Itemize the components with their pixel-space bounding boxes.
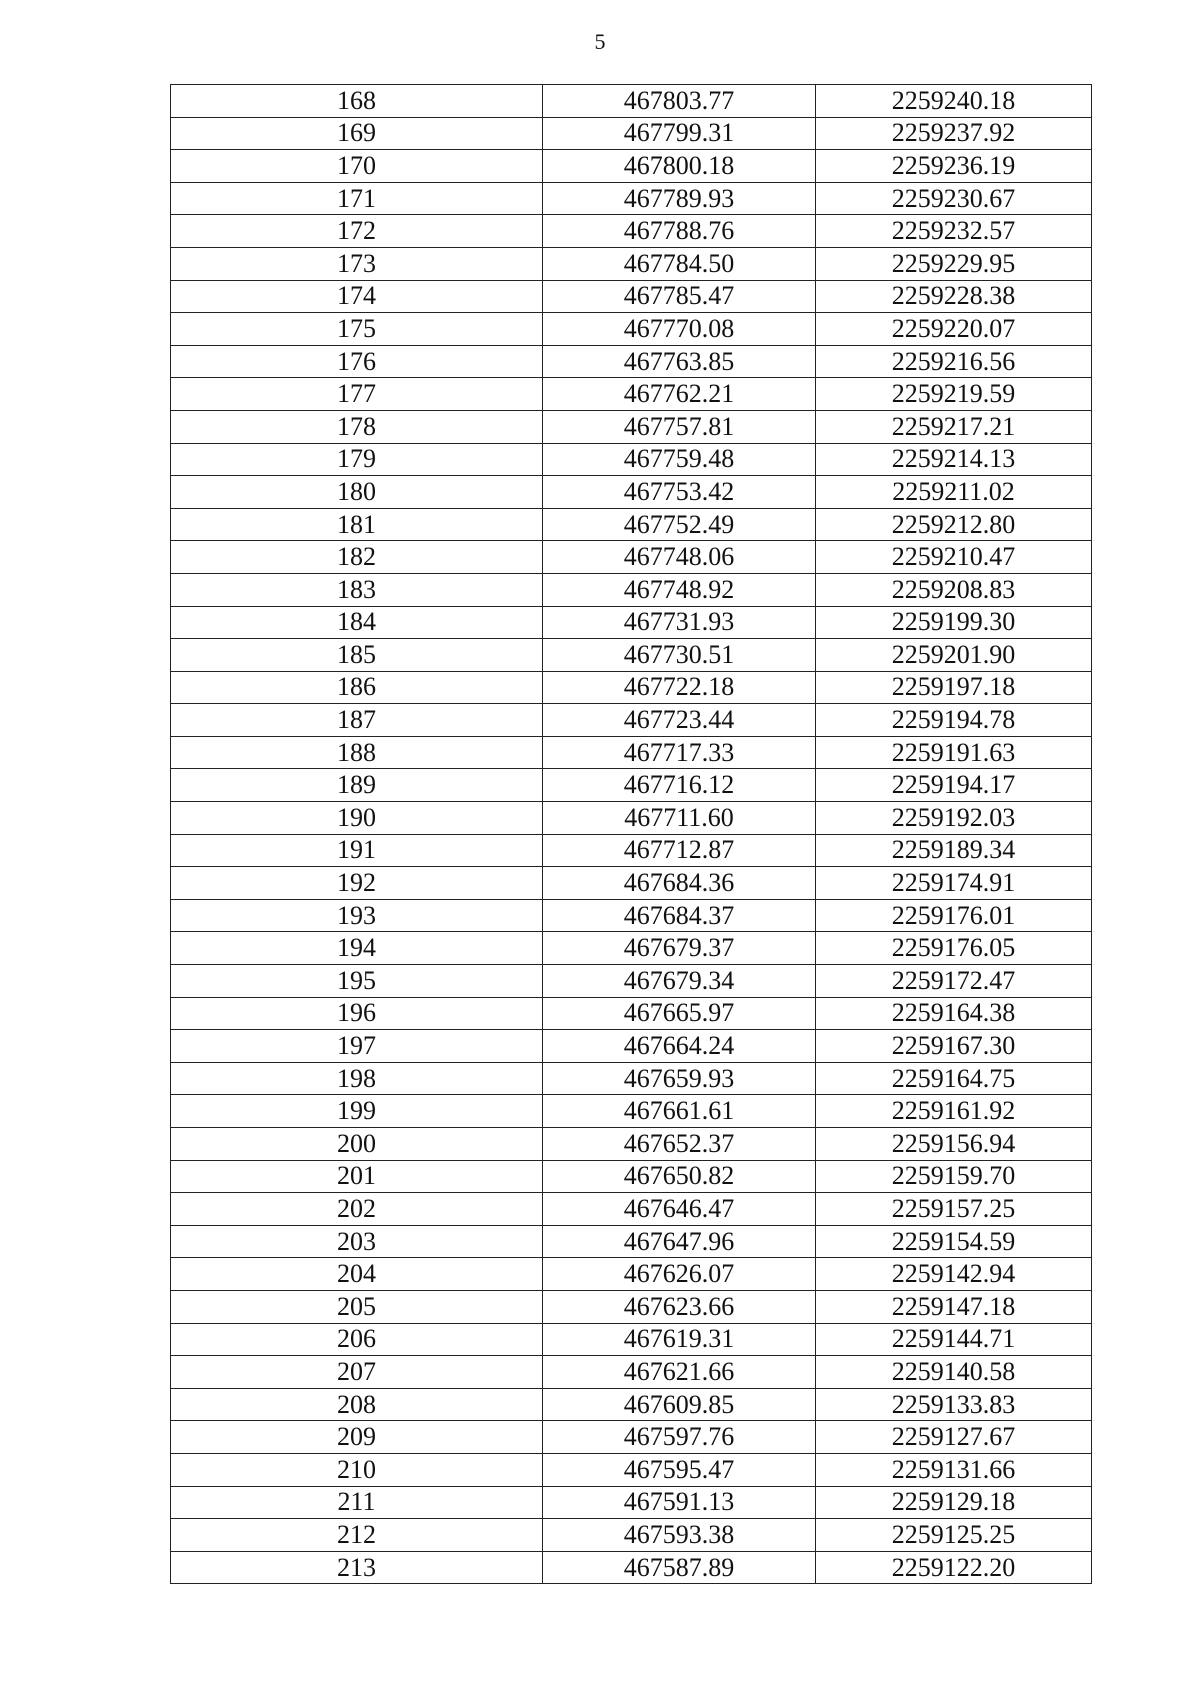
table-row — [171, 117, 1092, 150]
table-row — [171, 1290, 1092, 1323]
point-number-cell: 186 — [171, 671, 543, 704]
y-coordinate-cell: 2259142.94 — [816, 1258, 1092, 1291]
table-row — [171, 1030, 1092, 1063]
x-coordinate-cell: 467762.21 — [543, 378, 816, 411]
table-row — [171, 1356, 1092, 1389]
table-row — [171, 1421, 1092, 1454]
point-number-cell: 187 — [171, 704, 543, 737]
point-number-cell: 193 — [171, 899, 543, 932]
table-row — [171, 85, 1092, 118]
point-number-cell: 177 — [171, 378, 543, 411]
y-coordinate-cell: 2259125.25 — [816, 1519, 1092, 1552]
point-number-cell: 199 — [171, 1095, 543, 1128]
point-number-cell: 173 — [171, 247, 543, 280]
y-coordinate-cell: 2259144.71 — [816, 1323, 1092, 1356]
page-number: 5 — [594, 29, 606, 54]
table-row — [171, 508, 1092, 541]
x-coordinate-cell: 467763.85 — [543, 345, 816, 378]
x-coordinate-cell: 467784.50 — [543, 247, 816, 280]
point-number-cell: 192 — [171, 867, 543, 900]
table-row — [171, 345, 1092, 378]
x-coordinate-cell: 467679.34 — [543, 965, 816, 998]
table-row — [171, 932, 1092, 965]
point-number-cell: 208 — [171, 1388, 543, 1421]
x-coordinate-cell: 467664.24 — [543, 1030, 816, 1063]
point-number-cell: 171 — [171, 182, 543, 215]
table-row — [171, 1128, 1092, 1161]
y-coordinate-cell: 2259192.03 — [816, 802, 1092, 835]
x-coordinate-cell: 467789.93 — [543, 182, 816, 215]
x-coordinate-cell: 467753.42 — [543, 476, 816, 509]
y-coordinate-cell: 2259161.92 — [816, 1095, 1092, 1128]
y-coordinate-cell: 2259156.94 — [816, 1128, 1092, 1161]
x-coordinate-cell: 467621.66 — [543, 1356, 816, 1389]
x-coordinate-cell: 467623.66 — [543, 1290, 816, 1323]
table-row — [171, 834, 1092, 867]
table-row — [171, 150, 1092, 183]
table-row — [171, 1225, 1092, 1258]
x-coordinate-cell: 467684.36 — [543, 867, 816, 900]
y-coordinate-cell: 2259217.21 — [816, 410, 1092, 443]
point-number-cell: 180 — [171, 476, 543, 509]
table-row — [171, 606, 1092, 639]
table-row — [171, 1486, 1092, 1519]
coordinates-table — [170, 84, 1092, 1584]
y-coordinate-cell: 2259220.07 — [816, 313, 1092, 346]
x-coordinate-cell: 467770.08 — [543, 313, 816, 346]
x-coordinate-cell: 467799.31 — [543, 117, 816, 150]
x-coordinate-cell: 467661.61 — [543, 1095, 816, 1128]
x-coordinate-cell: 467730.51 — [543, 639, 816, 672]
point-number-cell: 185 — [171, 639, 543, 672]
table-row — [171, 313, 1092, 346]
x-coordinate-cell: 467587.89 — [543, 1551, 816, 1584]
x-coordinate-cell: 467679.37 — [543, 932, 816, 965]
table-row — [171, 1453, 1092, 1486]
y-coordinate-cell: 2259228.38 — [816, 280, 1092, 313]
point-number-cell: 190 — [171, 802, 543, 835]
x-coordinate-cell: 467619.31 — [543, 1323, 816, 1356]
x-coordinate-cell: 467716.12 — [543, 769, 816, 802]
y-coordinate-cell: 2259199.30 — [816, 606, 1092, 639]
y-coordinate-cell: 2259127.67 — [816, 1421, 1092, 1454]
table-row — [171, 410, 1092, 443]
x-coordinate-cell: 467757.81 — [543, 410, 816, 443]
y-coordinate-cell: 2259214.13 — [816, 443, 1092, 476]
y-coordinate-cell: 2259194.78 — [816, 704, 1092, 737]
point-number-cell: 212 — [171, 1519, 543, 1552]
table-row — [171, 182, 1092, 215]
point-number-cell: 206 — [171, 1323, 543, 1356]
point-number-cell: 188 — [171, 736, 543, 769]
point-number-cell: 179 — [171, 443, 543, 476]
x-coordinate-cell: 467800.18 — [543, 150, 816, 183]
table-row — [171, 736, 1092, 769]
table-row — [171, 247, 1092, 280]
point-number-cell: 197 — [171, 1030, 543, 1063]
y-coordinate-cell: 2259210.47 — [816, 541, 1092, 574]
table-row — [171, 1323, 1092, 1356]
point-number-cell: 203 — [171, 1225, 543, 1258]
point-number-cell: 204 — [171, 1258, 543, 1291]
y-coordinate-cell: 2259176.05 — [816, 932, 1092, 965]
y-coordinate-cell: 2259164.75 — [816, 1062, 1092, 1095]
table-row — [171, 1551, 1092, 1584]
point-number-cell: 182 — [171, 541, 543, 574]
table-row — [171, 965, 1092, 998]
table-row — [171, 704, 1092, 737]
y-coordinate-cell: 2259212.80 — [816, 508, 1092, 541]
y-coordinate-cell: 2259164.38 — [816, 997, 1092, 1030]
point-number-cell: 169 — [171, 117, 543, 150]
y-coordinate-cell: 2259154.59 — [816, 1225, 1092, 1258]
y-coordinate-cell: 2259240.18 — [816, 85, 1092, 118]
point-number-cell: 201 — [171, 1160, 543, 1193]
x-coordinate-cell: 467748.92 — [543, 573, 816, 606]
point-number-cell: 200 — [171, 1128, 543, 1161]
x-coordinate-cell: 467595.47 — [543, 1453, 816, 1486]
point-number-cell: 196 — [171, 997, 543, 1030]
table-row — [171, 639, 1092, 672]
table-row — [171, 1193, 1092, 1226]
x-coordinate-cell: 467665.97 — [543, 997, 816, 1030]
point-number-cell: 213 — [171, 1551, 543, 1584]
y-coordinate-cell: 2259230.67 — [816, 182, 1092, 215]
y-coordinate-cell: 2259194.17 — [816, 769, 1092, 802]
y-coordinate-cell: 2259197.18 — [816, 671, 1092, 704]
point-number-cell: 181 — [171, 508, 543, 541]
x-coordinate-cell: 467650.82 — [543, 1160, 816, 1193]
table-row — [171, 1258, 1092, 1291]
x-coordinate-cell: 467646.47 — [543, 1193, 816, 1226]
table-row — [171, 541, 1092, 574]
y-coordinate-cell: 2259174.91 — [816, 867, 1092, 900]
x-coordinate-cell: 467684.37 — [543, 899, 816, 932]
y-coordinate-cell: 2259176.01 — [816, 899, 1092, 932]
x-coordinate-cell: 467748.06 — [543, 541, 816, 574]
y-coordinate-cell: 2259159.70 — [816, 1160, 1092, 1193]
table-row — [171, 476, 1092, 509]
y-coordinate-cell: 2259189.34 — [816, 834, 1092, 867]
y-coordinate-cell: 2259216.56 — [816, 345, 1092, 378]
x-coordinate-cell: 467593.38 — [543, 1519, 816, 1552]
x-coordinate-cell: 467759.48 — [543, 443, 816, 476]
x-coordinate-cell: 467647.96 — [543, 1225, 816, 1258]
table-row — [171, 997, 1092, 1030]
point-number-cell: 191 — [171, 834, 543, 867]
x-coordinate-cell: 467591.13 — [543, 1486, 816, 1519]
point-number-cell: 174 — [171, 280, 543, 313]
x-coordinate-cell: 467652.37 — [543, 1128, 816, 1161]
y-coordinate-cell: 2259147.18 — [816, 1290, 1092, 1323]
point-number-cell: 189 — [171, 769, 543, 802]
x-coordinate-cell: 467609.85 — [543, 1388, 816, 1421]
y-coordinate-cell: 2259122.20 — [816, 1551, 1092, 1584]
y-coordinate-cell: 2259140.58 — [816, 1356, 1092, 1389]
x-coordinate-cell: 467597.76 — [543, 1421, 816, 1454]
point-number-cell: 170 — [171, 150, 543, 183]
point-number-cell: 178 — [171, 410, 543, 443]
y-coordinate-cell: 2259131.66 — [816, 1453, 1092, 1486]
table-row — [171, 769, 1092, 802]
x-coordinate-cell: 467731.93 — [543, 606, 816, 639]
x-coordinate-cell: 467803.77 — [543, 85, 816, 118]
point-number-cell: 209 — [171, 1421, 543, 1454]
point-number-cell: 194 — [171, 932, 543, 965]
point-number-cell: 168 — [171, 85, 543, 118]
y-coordinate-cell: 2259229.95 — [816, 247, 1092, 280]
point-number-cell: 198 — [171, 1062, 543, 1095]
point-number-cell: 183 — [171, 573, 543, 606]
table-row — [171, 899, 1092, 932]
y-coordinate-cell: 2259237.92 — [816, 117, 1092, 150]
table-row — [171, 1160, 1092, 1193]
y-coordinate-cell: 2259129.18 — [816, 1486, 1092, 1519]
point-number-cell: 202 — [171, 1193, 543, 1226]
point-number-cell: 175 — [171, 313, 543, 346]
y-coordinate-cell: 2259208.83 — [816, 573, 1092, 606]
y-coordinate-cell: 2259133.83 — [816, 1388, 1092, 1421]
y-coordinate-cell: 2259236.19 — [816, 150, 1092, 183]
x-coordinate-cell: 467717.33 — [543, 736, 816, 769]
x-coordinate-cell: 467722.18 — [543, 671, 816, 704]
x-coordinate-cell: 467788.76 — [543, 215, 816, 248]
coordinates-table-body — [171, 85, 1092, 1584]
table-row — [171, 1062, 1092, 1095]
x-coordinate-cell: 467626.07 — [543, 1258, 816, 1291]
table-row — [171, 573, 1092, 606]
table-row — [171, 378, 1092, 411]
point-number-cell: 184 — [171, 606, 543, 639]
y-coordinate-cell: 2259201.90 — [816, 639, 1092, 672]
point-number-cell: 211 — [171, 1486, 543, 1519]
point-number-cell: 205 — [171, 1290, 543, 1323]
point-number-cell: 210 — [171, 1453, 543, 1486]
y-coordinate-cell: 2259157.25 — [816, 1193, 1092, 1226]
x-coordinate-cell: 467752.49 — [543, 508, 816, 541]
table-row — [171, 1519, 1092, 1552]
x-coordinate-cell: 467712.87 — [543, 834, 816, 867]
y-coordinate-cell: 2259219.59 — [816, 378, 1092, 411]
y-coordinate-cell: 2259167.30 — [816, 1030, 1092, 1063]
y-coordinate-cell: 2259211.02 — [816, 476, 1092, 509]
y-coordinate-cell: 2259172.47 — [816, 965, 1092, 998]
x-coordinate-cell: 467785.47 — [543, 280, 816, 313]
table-row — [171, 280, 1092, 313]
table-row — [171, 1095, 1092, 1128]
point-number-cell: 172 — [171, 215, 543, 248]
table-row — [171, 671, 1092, 704]
table-row — [171, 215, 1092, 248]
x-coordinate-cell: 467711.60 — [543, 802, 816, 835]
table-row — [171, 802, 1092, 835]
table-row — [171, 867, 1092, 900]
x-coordinate-cell: 467723.44 — [543, 704, 816, 737]
y-coordinate-cell: 2259191.63 — [816, 736, 1092, 769]
point-number-cell: 207 — [171, 1356, 543, 1389]
point-number-cell: 195 — [171, 965, 543, 998]
table-row — [171, 1388, 1092, 1421]
point-number-cell: 176 — [171, 345, 543, 378]
table-row — [171, 443, 1092, 476]
y-coordinate-cell: 2259232.57 — [816, 215, 1092, 248]
x-coordinate-cell: 467659.93 — [543, 1062, 816, 1095]
